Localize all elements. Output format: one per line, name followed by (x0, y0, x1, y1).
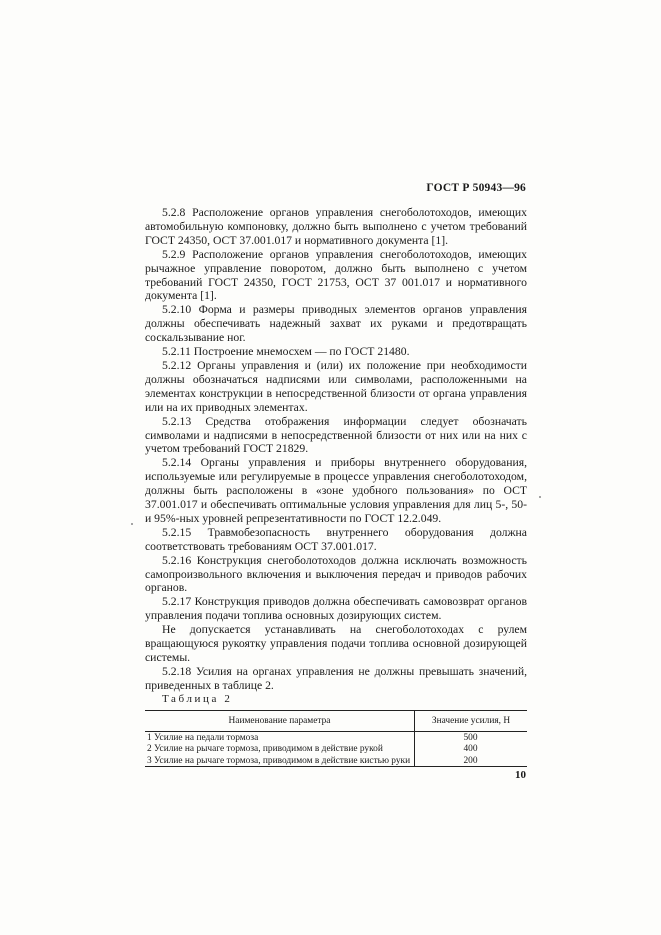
paragraph-5-2-13: 5.2.13 Средства отображения информации следует обозначать символами и надписями в непосредственной близости от них или на них с учетом требований ГОСТ 21829. (145, 414, 527, 456)
paragraph-5-2-16: 5.2.16 Конструкция снегоболотоходов должна исключать возможность самопроизвольного включения и выключения передач и приводов рабочих органов. (145, 553, 527, 595)
row-parameter: 2 Усилие на рычаге тормоза, приводимом в действие рукой (145, 743, 415, 754)
row-value: 200 (415, 755, 528, 767)
scan-speck (131, 523, 133, 525)
document-body (145, 206, 527, 767)
header-force-value: Значение усилия, Н (415, 710, 528, 731)
scan-speck (539, 496, 541, 498)
header-parameter-name: Наименование параметра (145, 710, 415, 731)
paragraph-fuel-grip: Не допускается устанавливать на снегоболотоходах с рулем вращающуюся рукоятку управления подачи топлива основной дозирующей системы. (145, 623, 527, 664)
paragraph-5-2-18: 5.2.18 Усилия на органах управления не должны превышать значений, приведенных в таблице 2. (145, 664, 527, 692)
page-number: 10 (515, 769, 526, 781)
paragraph-5-2-17: 5.2.17 Конструкция приводов должна обеспечивать самовозврат органов управления подачи топлива основных дозирующих систем. (145, 595, 527, 623)
table-row (145, 743, 527, 754)
standard-header: ГОСТ Р 50943—96 (426, 182, 526, 194)
row-value: 500 (463, 733, 478, 744)
row-parameter: 3 Усилие на рычаге тормоза, приводимом в действие кистью руки (145, 755, 415, 767)
paragraph-5-2-15: 5.2.15 Травмобезопасность внутреннего оборудования должна соответствовать требованиям ОСТ 37.001.017. (145, 525, 527, 553)
paragraph-5-2-11: 5.2.11 Построение мнемосхем — по ГОСТ 21480. (162, 345, 410, 359)
table-caption: Таблица 2 (162, 692, 233, 705)
table-header-row (145, 710, 527, 731)
paragraph-5-2-9: 5.2.9 Расположение органов управления снегоболотоходов, имеющих рычажное управление поворотом, должно быть выполнено с учетом требований ГОСТ 24350, ГОСТ 21753, ОСТ 37 001.017 и нормативного документа [1]. (145, 247, 527, 303)
paragraph-5-2-14: 5.2.14 Органы управления и приборы внутреннего оборудования, используемые или регулируемые в процессе управления снегоболотоходом, должны быть расположены в «зоне удобного пользования» по ОСТ 37.001.017 и обеспечивать оптимальные условия управления для лиц 5-, 50- и 95%-ных уровней репрезентативности по ГОСТ 12.2.049. (145, 456, 527, 525)
force-limits-table (145, 710, 527, 768)
paragraph-5-2-10: 5.2.10 Форма и размеры приводных элементов органов управления должны обеспечивать надежный захват их руками и предотвращать соскальзывание ног. (145, 303, 527, 345)
paragraph-5-2-8: 5.2.8 Расположение органов управления снегоболотоходов, имеющих автомобильную компоновку, должно быть выполнено с учетом требований ГОСТ 24350, ОСТ 37.001.017 и нормативного документа [1]. (145, 206, 527, 247)
table-row (145, 732, 527, 744)
row-parameter: 1 Усилие на педали тормоза (145, 732, 415, 744)
paragraph-5-2-12: 5.2.12 Органы управления и (или) их положение при необходимости должны обозначаться надписями или символами, расположенными на элементах конструкции в непосредственной близости от органа управления или на их приводных элементах. (145, 358, 527, 414)
row-value: 400 (463, 744, 478, 755)
table-row (145, 755, 527, 767)
